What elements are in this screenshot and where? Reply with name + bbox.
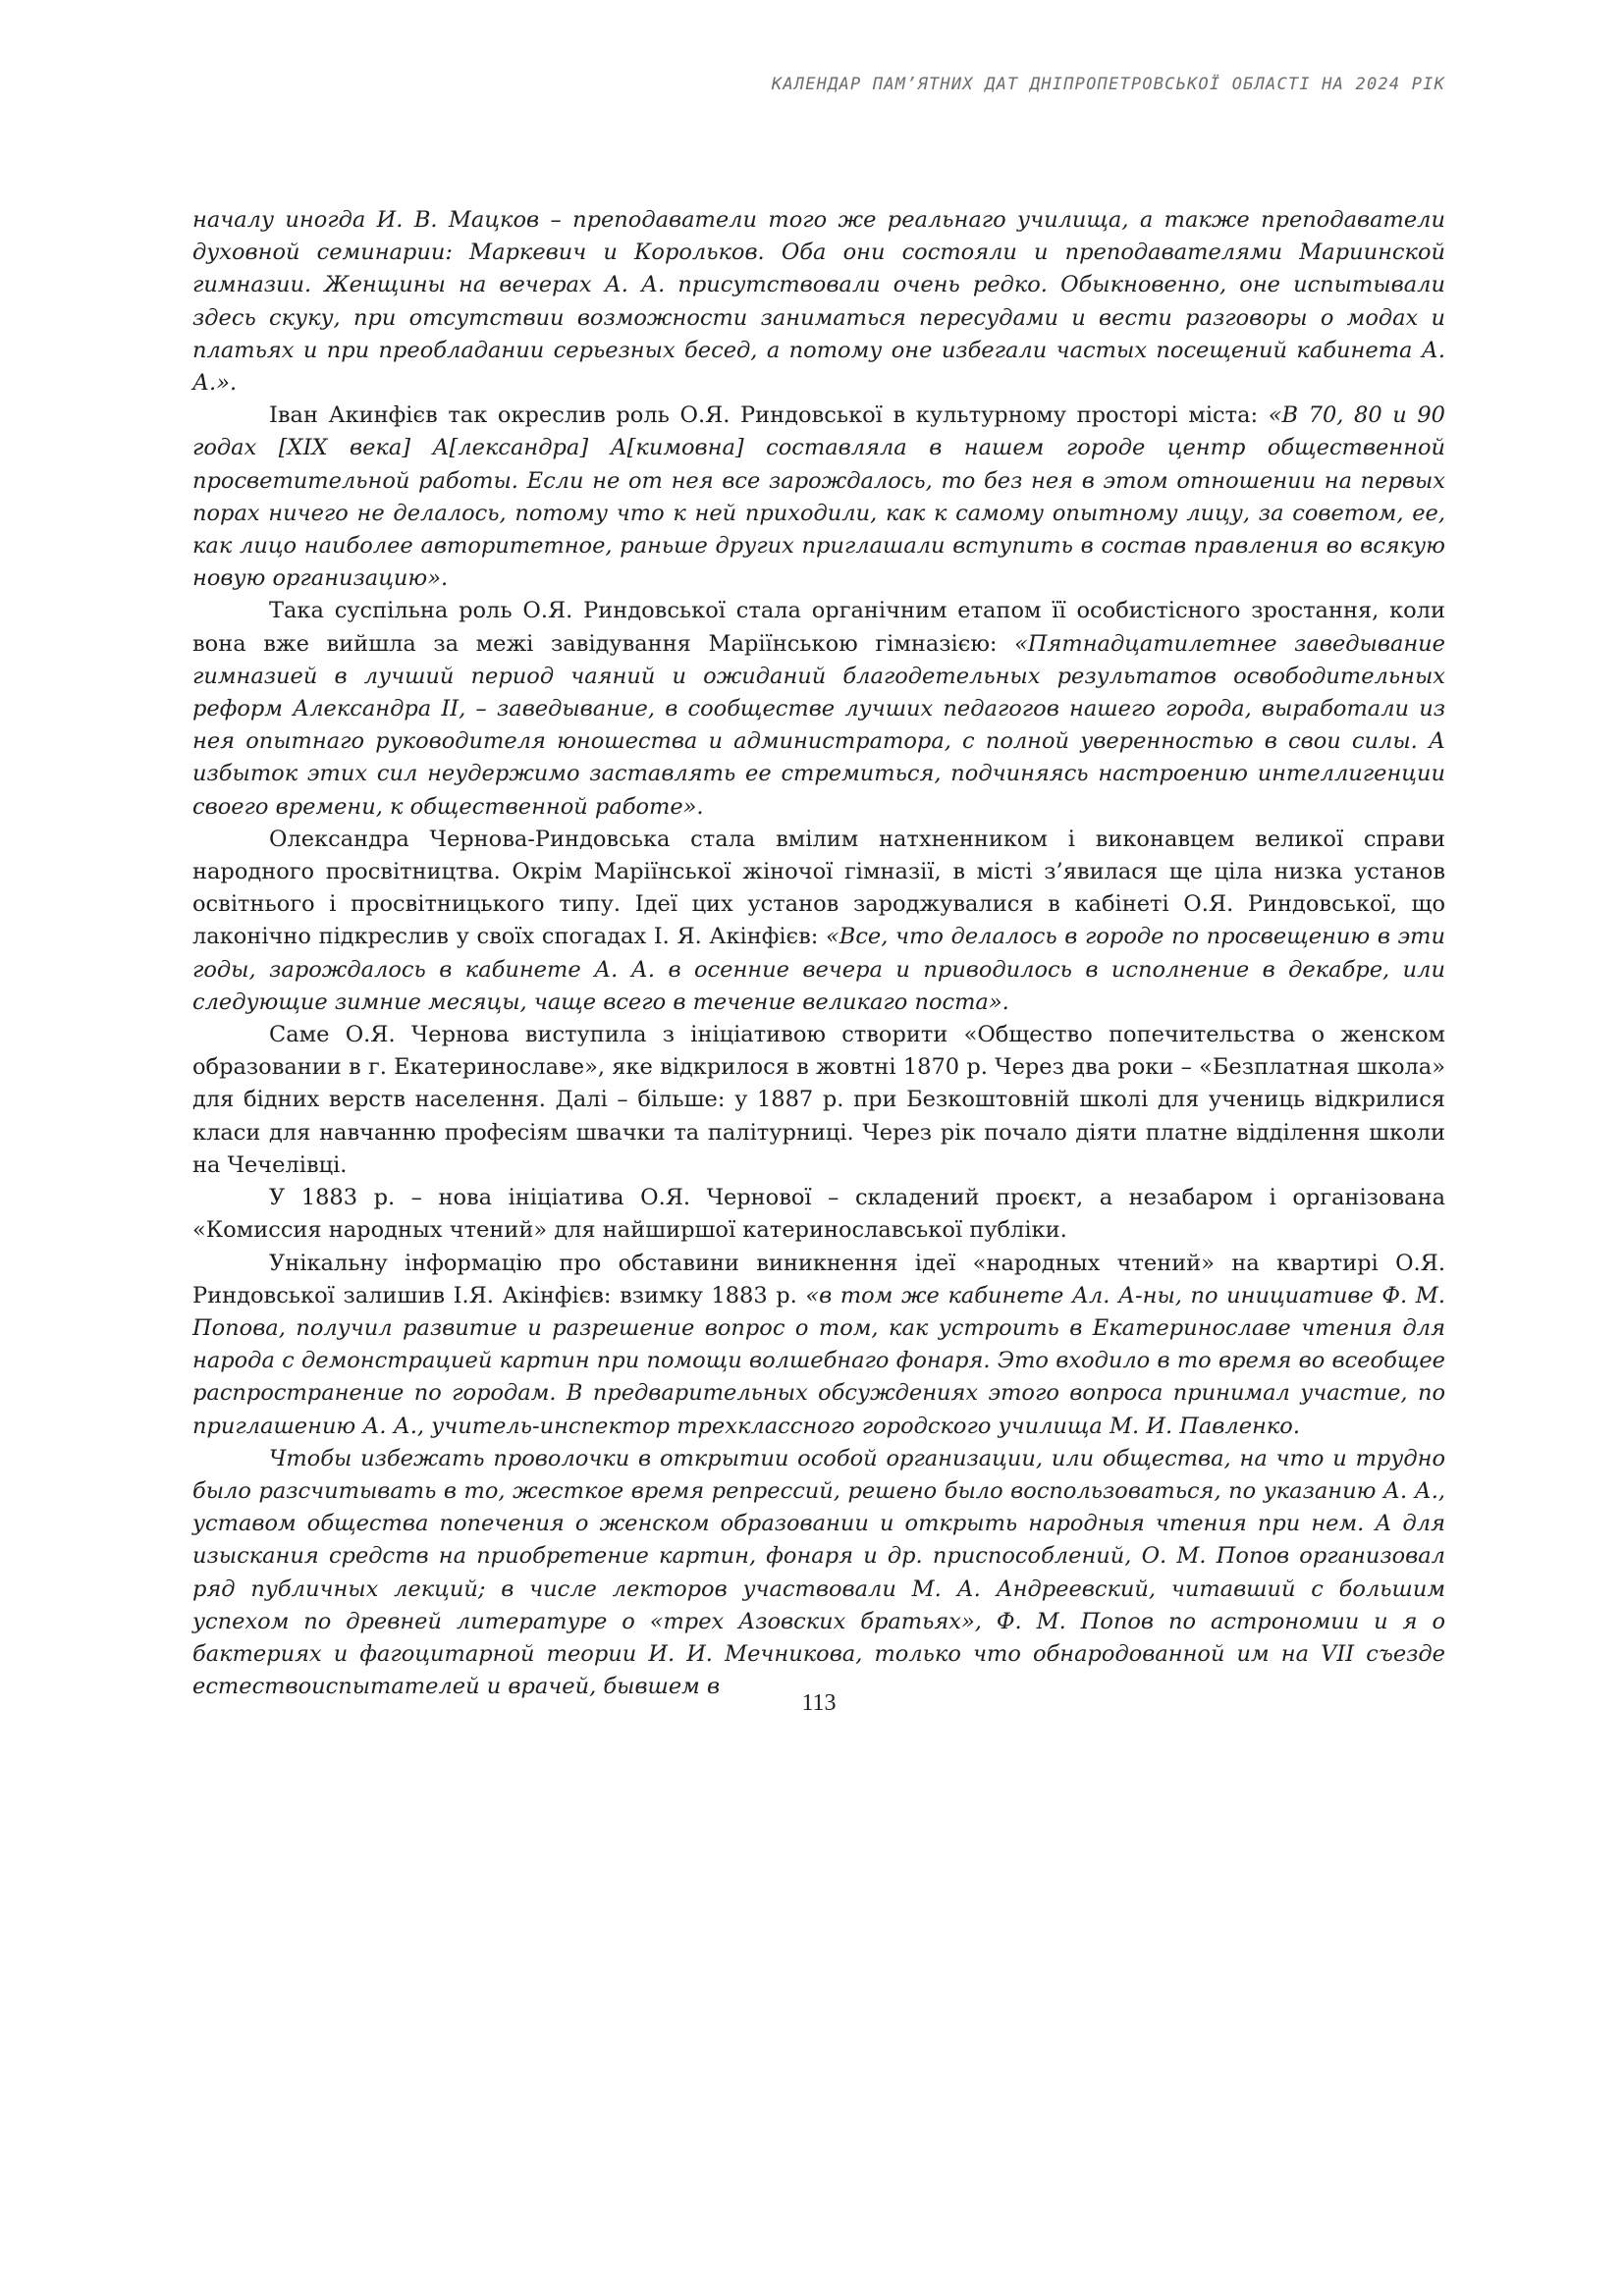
- paragraph-text: Така суспільна роль О.Я. Риндовської стала органічним етапом її особистісного зростання, коли вона вже вийшла за межі завідування Маріїнською гімназією:: [192, 598, 1445, 657]
- paragraph-text: У 1883 р. – нова ініціатива О.Я. Чернової – складений проєкт, а незабаром і організована «Комиссия народных чтений» для найширшої катеринославської публіки.: [192, 1185, 1445, 1244]
- paragraph: [192, 400, 1445, 595]
- running-header: КАЛЕНДАР ПАМ’ЯТНИХ ДАТ ДНІПРОПЕТРОВСЬКОЇ ОБЛАСТІ НА 2024 РІК: [771, 75, 1445, 94]
- paragraph-continued-quote: [192, 204, 1445, 400]
- quote-text: «Все, что делалось в городе по просвещению в эти годы, зарождалось в кабинете А. А. в осенние вечера и приводилось в исполнение в декабре, или следующие зимние месяцы, чаще всего в течение великаго поста».: [192, 924, 1445, 1015]
- paragraph-quote: [192, 1443, 1445, 1704]
- paragraph: [192, 824, 1445, 1019]
- quote-text: «В 70, 80 и 90 годах [XIX века] А[лександра] А[кимовна] составляла в нашем городе центр общественной просветительной работы. Если не от нея все зарождалось, то без нея в этом отношении на первых порах ничего не делалось, потому что к ней приходили, как к самому опытному лицу, за советом, ее, как лицо наиболее авторитетное, раньше других приглашали вступить в состав правления во всякую новую организацию».: [192, 402, 1445, 592]
- page-body: [192, 204, 1445, 1703]
- quote-text: «в том же кабинете Ал. А-ны, по инициативе Ф. М. Попова, получил развитие и разрешение вопрос о том, как устроить в Екатеринославе чтения для народа с демонстрацией картин при помощи волшебнаго фонаря. Это входило в то время во всеобщее распространение по городам. В предварительных обсуждениях этого вопроса принимал участие, по приглашению А. А., учитель-инспектор трехклассного городского училища М. И. Павленко.: [192, 1282, 1445, 1439]
- paragraph-text: Унікальну інформацію про обставини виникнення ідеї «народных чтений» на квартирі О.Я. Риндовської залишив І.Я. Акінфієв: взимку 1883 р.: [192, 1250, 1445, 1308]
- quote-text: началу иногда И. В. Мацков – преподаватели того же реальнаго училища, а также преподаватели духовной семинарии: Маркевич и Корольков. Оба они состояли и преподавателями Мариинской гимназии. Женщины на вечерах А. А. присутствовали очень редко. Обыкновенно, оне испытывали здесь скуку, при отсутствии возможности заниматься пересудами и вести разговоры о модах и платьях и при преобладании серьезных бесед, а потому оне избегали частых посещений кабинета А. А.».: [192, 207, 1445, 397]
- paragraph-text: Саме О.Я. Чернова виступила з ініціативою створити «Общество попечительства о женском образовании в г. Екатеринославе», яке відкрилося в жовтні 1870 р. Через два роки – «Безплатная школа» для бідних верств населення. Далі – більше: у 1887 р. при Безкоштовній школі для учениць відкрилися класи для навчанню професіям швачки та палітурниці. Через рік почало діяти платне відділення школи на Чечелівці.: [192, 1022, 1445, 1178]
- paragraph: [192, 1248, 1445, 1443]
- page-number: 113: [801, 1690, 837, 1716]
- paragraph-text: Іван Акинфієв так окреслив роль О.Я. Риндовської в культурному просторі міста:: [269, 402, 1269, 429]
- paragraph: [192, 1182, 1445, 1247]
- paragraph: [192, 595, 1445, 823]
- paragraph: [192, 1019, 1445, 1182]
- quote-text: «Пятнадцатилетнее заведывание гимназией в лучший период чаяний и ожиданий благодетельных результатов освободительных реформ Александра II, – заведывание, в сообществе лучших педагогов нашего города, выработали из нея опытнаго руководителя юношества и администратора, с полной уверенностью в свои силы. А избыток этих сил неудержимо заставлять ее стремиться, подчиняясь настроению интеллигенции своего времени, к общественной работе».: [192, 630, 1445, 820]
- paragraph-text: Олександра Чернова-Риндовська стала вмілим натхненником і виконавцем великої справи народного просвітництва. Окрім Маріїнської жіночої гімназії, в місті з’явилася ще ціла низка установ освітнього і просвітницького типу. Ідеї цих установ зароджувалися в кабінеті О.Я. Риндовської, що лаконічно підкреслив у своїх спогадах І. Я. Акінфієв:: [192, 826, 1445, 950]
- quote-text: Чтобы избежать проволочки в открытии особой организации, или общества, на что и трудно было разсчитывать в то, жесткое время репрессий, решено было воспользоваться, по указанию А. А., уставом общества попечения о женском образовании и открыть народныя чтения при нем. А для изыскания средств на приобретение картин, фонаря и др. приспособлений, О. М. Попов организовал ряд публичных лекций; в числе лекторов участвовали М. А. Андреевский, читавший с большим успехом по древней литературе о «трех Азовских братьях», Ф. М. Попов по астрономии и я о бактериях и фагоцитарной теории И. И. Мечникова, только что обнародованной им на VII съезде естествоиспытателей и врачей, бывшем в: [192, 1445, 1445, 1700]
